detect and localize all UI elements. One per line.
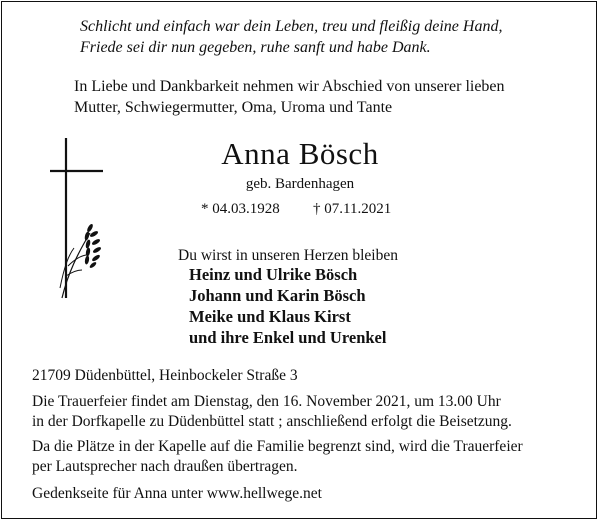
memorial-page-link: Gedenkseite für Anna unter www.hellwege.net	[32, 485, 322, 502]
notice-line-2: per Lautsprecher nach draußen übertragen.	[32, 458, 298, 475]
deceased-name: Anna Bösch	[221, 136, 379, 171]
notice-line-1: Da die Plätze in der Kapelle auf die Familie begrenzt sind, wird die Trauerfeier	[32, 438, 523, 455]
poem-line-2: Friede sei dir nun gegeben, ruhe sanft und habe Dank.	[80, 39, 431, 56]
family-line-4: und ihre Enkel und Urenkel	[189, 328, 387, 347]
death-date: † 07.11.2021	[313, 201, 392, 217]
family-line-3: Meike und Klaus Kirst	[189, 307, 351, 326]
intro-line-1: In Liebe und Dankbarkeit nehmen wir Abschied von unserer lieben	[74, 78, 505, 95]
family-line-1: Heinz und Ulrike Bösch	[189, 265, 358, 284]
intro-line-2: Mutter, Schwiegermutter, Oma, Uroma und Tante	[74, 99, 393, 116]
remembrance-line: Du wirst in unseren Herzen bleiben	[178, 247, 398, 264]
funeral-line-2: in der Dorfkapelle zu Düdenbüttel statt ; anschließend erfolgt die Beisetzung.	[32, 413, 512, 430]
family-line-2: Johann und Karin Bösch	[189, 286, 366, 305]
funeral-line-1: Die Trauerfeier findet am Dienstag, den 16. November 2021, um 13.00 Uhr	[32, 393, 501, 410]
birth-date: * 04.03.1928	[201, 201, 280, 217]
maiden-name: geb. Bardenhagen	[245, 176, 355, 192]
poem-line-1: Schlicht und einfach war dein Leben, treu und fleißig deine Hand,	[80, 18, 503, 35]
address: 21709 Düdenbüttel, Heinbockeler Straße 3	[32, 367, 298, 384]
